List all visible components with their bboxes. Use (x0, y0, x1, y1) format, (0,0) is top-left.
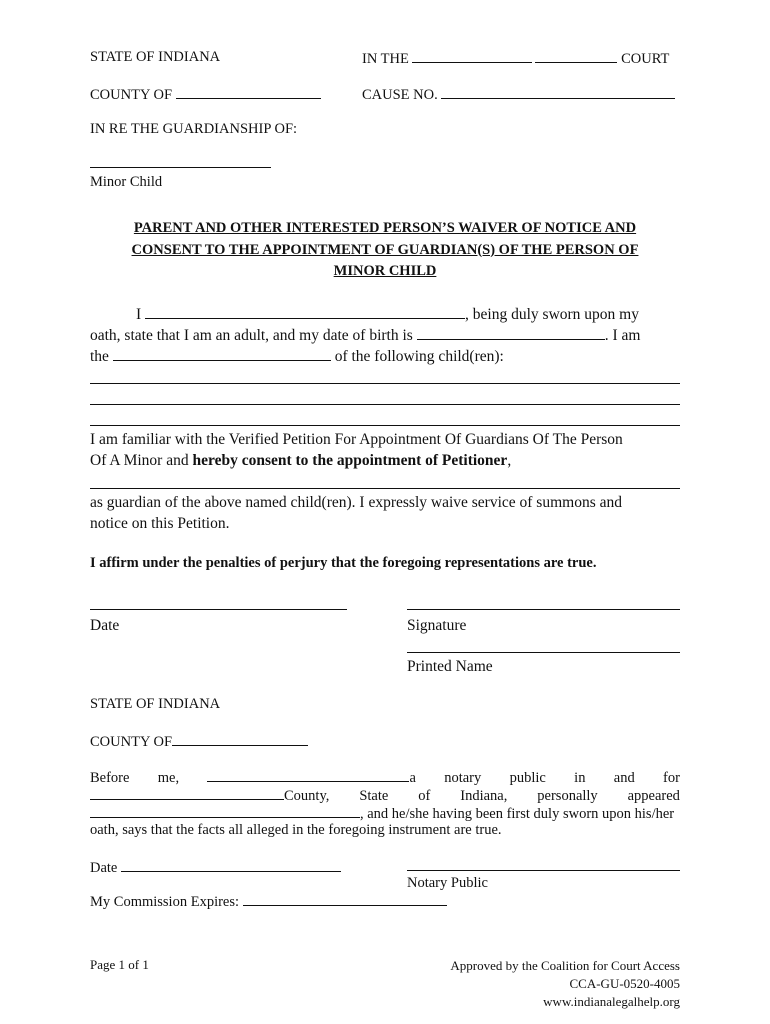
appeared-name-field[interactable] (90, 803, 360, 818)
oath-text: oath, state that I am an adult, and my date of birth is (90, 327, 413, 344)
notary-line4: oath, says that the facts all alleged in the foregoing instrument are true. (90, 822, 502, 838)
before-word: Before (90, 770, 130, 786)
following-text: of the following child(ren): (334, 348, 504, 365)
commission-field[interactable] (243, 891, 447, 906)
children-line-2[interactable] (90, 404, 680, 405)
county-field[interactable] (176, 84, 321, 99)
date-field[interactable] (90, 609, 347, 610)
approved-text: Approved by the Coalition for Court Access (450, 958, 680, 973)
para3-line2: notice on this Petition. (90, 515, 230, 532)
court-line (362, 48, 669, 68)
para1-line3 (90, 346, 504, 367)
indiana-word: Indiana, (460, 788, 508, 804)
website-link[interactable]: www.indianalegalhelp.org (543, 994, 680, 1009)
i-am-text: . I am (604, 327, 641, 344)
title-line-1: PARENT AND OTHER INTERESTED PERSON’S WAIVER OF NOTICE AND (133, 220, 637, 236)
children-line-3[interactable] (90, 425, 680, 426)
printed-name-field[interactable] (407, 652, 680, 653)
cause-no-field[interactable] (441, 84, 675, 99)
consent-comma: , (507, 452, 512, 469)
court-type-field[interactable] (535, 48, 617, 63)
notary-date-label: Date (90, 860, 118, 876)
notary-line2 (90, 785, 680, 805)
declarant-name-field[interactable] (145, 304, 465, 319)
minor-child-label: Minor Child (90, 174, 163, 190)
notary-name-field[interactable] (207, 767, 409, 782)
notary-line1 (90, 767, 680, 787)
notary-public-label: Notary Public (407, 875, 488, 891)
printed-name-label: Printed Name (407, 658, 493, 675)
of-word: of (418, 788, 431, 804)
for-word: for (663, 770, 680, 786)
public-word: public (509, 770, 546, 786)
court-label: COURT (621, 51, 670, 67)
notary-line3 (90, 803, 674, 823)
court-name-field[interactable] (412, 48, 532, 63)
sworn-text-notary: , and he/she having been first duly sworn upon his/her (360, 806, 675, 822)
footer-right (450, 957, 680, 1011)
para1-line1 (136, 304, 639, 325)
state-label: STATE OF INDIANA (90, 49, 221, 65)
notary-date-field[interactable] (121, 857, 341, 872)
the-label: the (90, 348, 109, 365)
cause-line (362, 84, 675, 104)
notary-county-label: COUNTY OF (90, 734, 173, 750)
para2-line1: I am familiar with the Verified Petition For Appointment Of Guardians Of The Person (90, 431, 623, 448)
affirmation-text: I affirm under the penalties of perjury that the foregoing representations are true. (90, 555, 597, 571)
notary-county-field[interactable] (172, 731, 308, 746)
of-a-minor-text: Of A Minor and (90, 452, 189, 469)
i-label: I (136, 306, 142, 323)
signature-label: Signature (407, 617, 467, 634)
para3-line1: as guardian of the above named child(ren). I expressly waive service of summons and (90, 494, 622, 511)
signature-field[interactable] (407, 609, 680, 610)
a-word: a (409, 770, 416, 786)
notary-county-name-field[interactable] (90, 785, 284, 800)
notary-date-line (90, 857, 341, 877)
in-the-label: IN THE (362, 51, 409, 67)
date-label: Date (90, 617, 120, 634)
petitioner-name-field[interactable] (90, 488, 680, 489)
page-number: Page 1 of 1 (90, 957, 149, 972)
minor-child-name-field[interactable] (90, 167, 271, 168)
county-of-label: COUNTY OF (90, 87, 173, 103)
para1-line2 (90, 325, 640, 346)
notary-state-label: STATE OF INDIANA (90, 696, 221, 712)
appeared-word: appeared (627, 788, 680, 804)
title-line-2: CONSENT TO THE APPOINTMENT OF GUARDIAN(S) OF THE PERSON OF (131, 241, 639, 258)
document-title (90, 218, 680, 283)
notary-signature-field[interactable] (407, 870, 680, 871)
notary-before-me-field-wrap (207, 767, 415, 787)
county-line (90, 84, 321, 104)
sworn-text: , being duly sworn upon my (465, 306, 639, 323)
in-word: in (574, 770, 586, 786)
para2-line2 (90, 451, 511, 471)
consent-text: hereby consent to the appointment of Petitioner (192, 452, 508, 469)
notary-county-line (90, 731, 308, 751)
date-of-birth-field[interactable] (417, 325, 605, 340)
and-word: and (613, 770, 635, 786)
county-wrap (90, 785, 329, 805)
me-word: me, (157, 770, 180, 786)
personally-word: personally (537, 788, 598, 804)
commission-label: My Commission Expires: (90, 894, 240, 910)
form-code: CCA-GU-0520-4005 (569, 976, 680, 991)
cause-no-label: CAUSE NO. (362, 87, 438, 103)
notary-word: notary (444, 770, 482, 786)
county-word: County, (284, 788, 330, 804)
children-line-1[interactable] (90, 383, 680, 384)
title-line-3: MINOR CHILD (333, 263, 437, 279)
commission-line (90, 891, 447, 911)
in-re-label: IN RE THE GUARDIANSHIP OF: (90, 121, 298, 137)
relationship-field[interactable] (113, 346, 331, 361)
state-word: State (359, 788, 389, 804)
